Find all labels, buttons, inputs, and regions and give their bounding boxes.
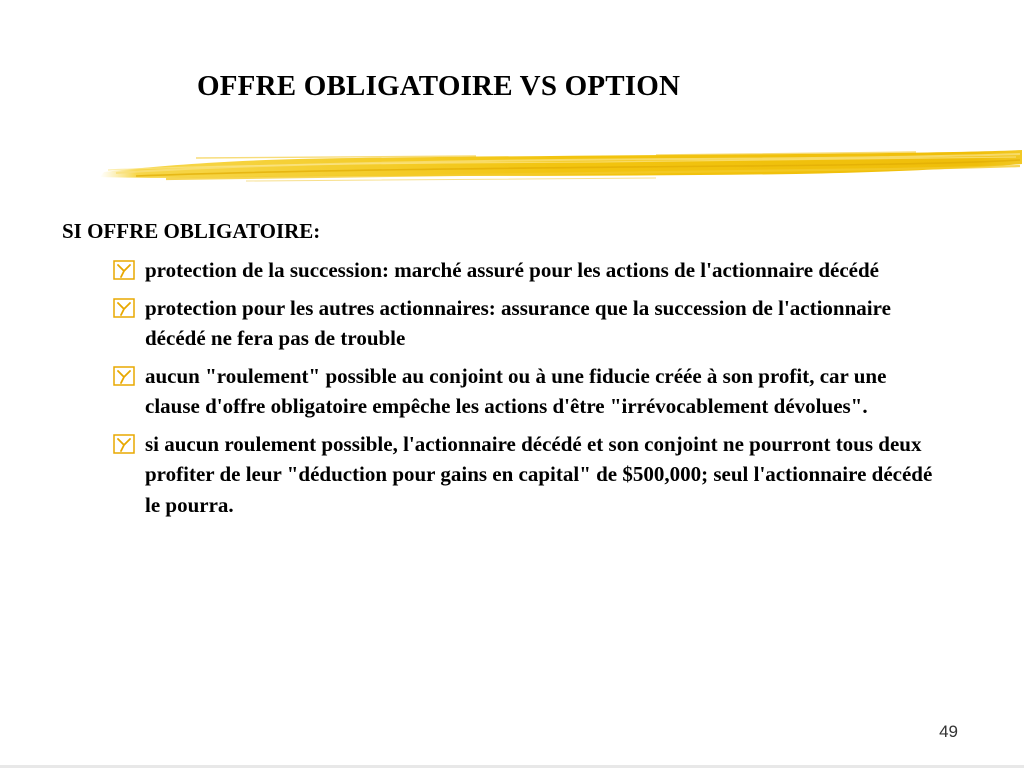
brush-stroke-divider	[96, 146, 1024, 188]
y-checkbox-icon	[113, 434, 135, 454]
bullet-item	[112, 293, 942, 354]
bullet-text: protection de la succession: marché assuré pour les actions de l'actionnaire décédé	[145, 258, 879, 282]
bullet-item	[112, 255, 942, 286]
bullet-text: aucun "roulement" possible au conjoint ou à une fiducie créée à son profit, car une clause d'offre obligatoire empêche les actions d'être "irrévocablement dévolues".	[145, 363, 887, 418]
bullet-list	[112, 255, 942, 527]
bullet-text: protection pour les autres actionnaires: assurance que la succession de l'actionnaire décédé ne fera pas de trouble	[145, 295, 891, 350]
section-heading: SI OFFRE OBLIGATOIRE:	[62, 219, 321, 243]
bullet-item	[112, 361, 942, 422]
slide-title: OFFRE OBLIGATOIRE VS OPTION	[197, 70, 681, 102]
bullet-item	[112, 429, 942, 521]
page-number: 49	[939, 722, 958, 741]
bullet-text: si aucun roulement possible, l'actionnaire décédé et son conjoint ne pourront tous deux profiter de leur "déduction pour gains en capital" de $500,000; seul l'actionnaire décédé le pourra.	[145, 431, 933, 517]
y-checkbox-icon	[113, 366, 135, 386]
y-checkbox-icon	[113, 298, 135, 318]
y-checkbox-icon	[113, 260, 135, 280]
